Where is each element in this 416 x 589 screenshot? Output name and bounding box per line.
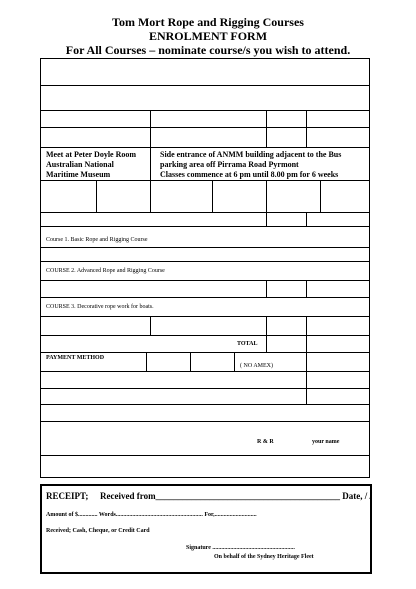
row-line [40,421,370,422]
col-line [96,180,97,212]
row-line [40,212,370,213]
meet-directions-line1: Side entrance of ANMM building adjacent to the Bus [160,150,342,159]
row-line [40,352,370,353]
class-times: Classes commence at 6 pm until 8.00 pm for 6 weeks [160,170,339,179]
row-line [40,316,370,317]
col-line [306,352,307,404]
payment-received-line: Received; Cash, Cheque, or Credit Card [46,528,150,534]
col-line [150,316,151,335]
col-line [234,352,235,371]
row-line [40,455,370,456]
row-line [40,335,370,336]
total-label: TOTAL [237,341,258,347]
col-line [266,180,267,212]
form-title: Tom Mort Rope and Rigging Courses [112,15,304,29]
row-line [40,280,370,281]
behalf-of-line: On behalf of the Sydney Heritage Fleet [214,554,314,560]
receipt-title: RECEIPT; [46,491,89,501]
col-line [306,212,307,226]
payment-method-label: PAYMENT METHOD [46,355,105,361]
meet-location-line1: Meet at Peter Doyle Room [46,150,137,159]
col-line [306,110,307,147]
col-line [266,212,267,226]
col-line [150,180,151,212]
your-name-label: your name [312,439,340,445]
row-line [40,110,370,111]
col-line [266,316,267,335]
row-line [40,226,370,227]
col-line [150,110,151,180]
rr-label: R & R [257,439,274,445]
row-line [40,297,370,298]
col-line [306,280,307,297]
course-3-label: COURSE 3. Decorative rope work for boats. [46,304,154,310]
row-line [40,371,370,372]
col-line [306,316,307,335]
col-line [146,352,147,371]
row-line [40,247,370,248]
col-line [266,280,267,297]
meet-directions-line2: parking area off Pirrama Road Pyrmont [160,160,299,169]
row-line [40,85,370,86]
row-line [40,127,370,128]
col-line [266,110,267,147]
col-line [320,180,321,212]
course-1-label: Course 1. Basic Rope and Rigging Course [46,237,148,243]
no-amex-note: ( NO AMEX) [240,363,273,369]
amount-line: Amount of $............. Words.......................................................... For,............................ [46,512,257,518]
col-line [190,352,191,371]
form-subtitle: ENROLMENT FORM [148,29,268,43]
meet-location-line3: Maritime Museum [46,170,111,179]
row-line [40,261,370,262]
col-line [266,335,267,352]
row-line [40,147,370,148]
signature-line: Signature ....................................................... [186,545,295,551]
course-2-label: COURSE 2. Advanced Rope and Rigging Course [46,268,165,274]
row-line [40,404,370,405]
form-instruction: For All Courses – nominate course/s you wish to attend. [65,43,351,57]
meet-location-line2: Australian National [46,160,114,169]
col-line [306,335,307,352]
col-line [212,180,213,212]
row-line [40,388,370,389]
received-from-line: Received from_________________________________________ Date, / / [100,491,373,501]
